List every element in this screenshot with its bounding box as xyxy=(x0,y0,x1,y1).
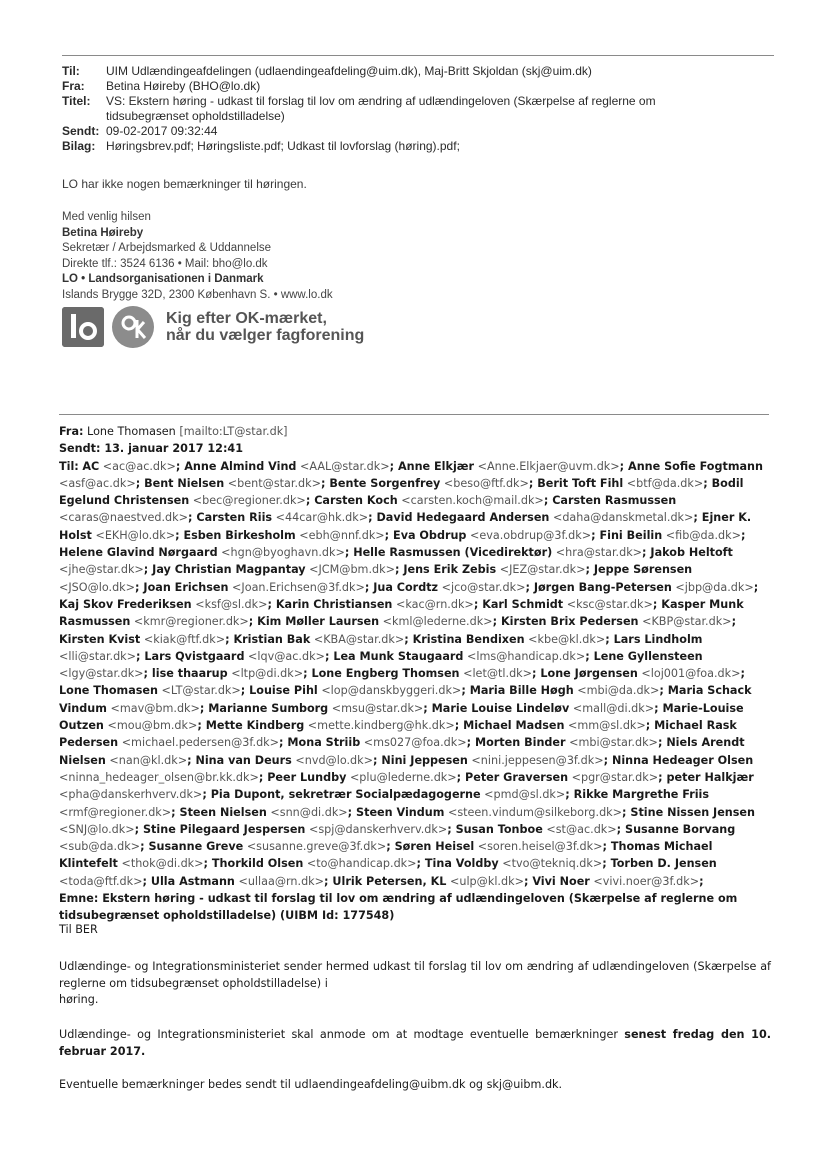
recipient-name: Lone Jørgensen xyxy=(540,667,638,681)
recipient-name: Kasper Munk Rasmussen xyxy=(59,597,744,629)
recipient-email: <mbi@da.dk> xyxy=(577,684,660,698)
recipient-email: <ebh@nnf.dk> xyxy=(299,528,385,542)
recipient-name: Peter Graversen xyxy=(465,770,569,784)
recipient-email: <susanne.greve@3f.dk> xyxy=(246,840,387,854)
recipient-email: <pmd@sl.dk> xyxy=(484,788,566,802)
fwd-from-value: Lone Thomasen xyxy=(87,425,176,438)
recipient-name: Bodil Egelund Christensen xyxy=(59,476,744,508)
recipient: Vivi Noer <vivi.noer@3f.dk>; xyxy=(532,874,704,888)
recipient: Steen Vindum <steen.vindum@silkeborg.dk>; xyxy=(356,805,631,819)
recipient: Anne Almind Vind <AAL@star.dk>; xyxy=(184,459,398,473)
recipient-name: Ulla Astmann xyxy=(150,874,235,888)
recipient: Helle Rasmussen (Vicedirektør) <hra@star.dk>; xyxy=(353,546,651,560)
recipient-email: <pgr@star.dk> xyxy=(571,770,659,784)
fwd-sent-value: 13. januar 2017 12:41 xyxy=(104,442,243,456)
recipient: Karin Christiansen <kac@rn.dk>; xyxy=(275,597,483,611)
fwd-to-block xyxy=(59,458,771,890)
recipient: Jakob Heltoft <jhe@star.dk>; xyxy=(59,546,733,577)
recipient-name: Niels Arendt Nielsen xyxy=(59,736,745,767)
recipient: Michael Rask Pedersen <michael.pedersen@3f.dk>; xyxy=(59,719,737,750)
recipient-name: Søren Heisel xyxy=(394,840,475,854)
recipient-name: Susanne Greve xyxy=(148,840,244,854)
recipient-name: Michael Madsen xyxy=(463,719,565,733)
recipient: Mette Kindberg <mette.kindberg@hk.dk>; xyxy=(205,719,464,733)
recipient-email: <ninna_hedeager_olsen@br.kk.dk> xyxy=(59,770,259,784)
recipient: Fini Beilin <fib@da.dk>; xyxy=(599,528,746,542)
recipient: Kirsten Kvist <kiak@ftf.dk>; xyxy=(59,632,234,646)
recipient: Thorkild Olsen <to@handicap.dk>; xyxy=(211,857,425,871)
recipient-email: <snn@di.dk> xyxy=(270,805,348,819)
recipient-name: Michael Rask Pedersen xyxy=(59,719,737,750)
recipient: Nini Jeppesen <nini.jeppesen@3f.dk>; xyxy=(381,753,612,767)
recipient: AC <ac@ac.dk>; xyxy=(82,459,185,473)
recipient-email: <lqv@ac.dk> xyxy=(248,649,325,663)
ok-logo xyxy=(112,306,154,348)
recipient: David Hedegaard Andersen <daha@danskmetal.dk>; xyxy=(376,511,702,525)
recipient-email: <mav@bm.dk> xyxy=(110,701,200,715)
recipient-email: <fib@da.dk> xyxy=(665,528,741,542)
recipient: Peer Lundby <plu@lederne.dk>; xyxy=(267,770,466,784)
recipient-email: <jhe@star.dk> xyxy=(59,563,144,577)
recipient-email: <mou@bm.dk> xyxy=(107,719,198,733)
recipient-name: AC xyxy=(82,459,100,473)
email-header-1 xyxy=(62,64,762,154)
recipient-name: Joan Erichsen xyxy=(143,580,229,594)
recipient-email: <kiak@ftf.dk> xyxy=(143,632,226,646)
fwd-subject-label: Emne: xyxy=(59,892,99,906)
recipient: Mona Striib <ms027@foa.dk>; xyxy=(287,736,475,750)
recipient: Lone Thomasen <LT@star.dk>; xyxy=(59,684,250,698)
attachments-row xyxy=(62,139,762,154)
recipient: Ulrik Petersen, KL <ulp@kl.dk>; xyxy=(332,874,533,888)
recipient-email: <KBP@star.dk> xyxy=(642,615,732,629)
recipient: Nina van Deurs <nvd@lo.dk>; xyxy=(195,753,382,767)
recipient-name: Lea Munk Staugaard xyxy=(333,649,464,663)
recipient: lise thaarup <ltp@di.dk>; xyxy=(151,667,312,681)
recipient-email: <nvd@lo.dk> xyxy=(295,753,374,767)
recipient-name: Kristina Bendixen xyxy=(412,632,525,646)
recipient: Lone Jørgensen <loj001@foa.dk>; xyxy=(540,667,745,681)
recipient-email: <beso@ftf.dk> xyxy=(443,476,529,490)
lo-message: LO har ikke nogen bemærkninger til høringen. xyxy=(62,177,307,191)
recipient-name: Maria Bille Høgh xyxy=(469,684,574,698)
recipient-email: <jco@star.dk> xyxy=(441,580,526,594)
recipient-name: Marianne Sumborg xyxy=(208,701,329,715)
recipient-name: Eva Obdrup xyxy=(393,528,467,542)
recipient-email: <st@ac.dk> xyxy=(546,822,617,836)
recipient-name: Karin Christiansen xyxy=(275,597,393,611)
recipient: Stine Nissen Jensen <SNJ@lo.dk>; xyxy=(59,805,755,836)
recipient-name: Kirsten Kvist xyxy=(59,632,141,646)
recipient-name: Anne Almind Vind xyxy=(184,459,297,473)
recipient-name: Lone Engberg Thomsen xyxy=(311,667,460,681)
recipient-email: <msu@star.dk> xyxy=(331,701,424,715)
recipient-name: Esben Birkesholm xyxy=(183,528,296,542)
recipient-name: Jens Erik Zebis xyxy=(403,563,497,577)
recipient: Esben Birkesholm <ebh@nnf.dk>; xyxy=(183,528,394,542)
recipient-email: <tvo@tekniq.dk> xyxy=(502,857,603,871)
recipient-email: <ac@ac.dk> xyxy=(102,459,176,473)
recipient-email: <loj001@foa.dk> xyxy=(641,667,741,681)
recipient-name: Marie-Louise Outzen xyxy=(59,701,744,733)
recipient-email: <asf@ac.dk> xyxy=(59,476,136,490)
recipient-name: Jeppe Sørensen xyxy=(593,563,693,577)
recipient-email: <ulp@kl.dk> xyxy=(449,874,524,888)
recipient: Kristina Bendixen <kbe@kl.dk>; xyxy=(412,632,614,646)
recipient-name: Nini Jeppesen xyxy=(381,753,468,767)
sig-name: Betina Høireby xyxy=(62,226,144,239)
recipient: Thomas Michael Klintefelt <thok@di.dk>; xyxy=(59,840,713,871)
fwd-subject-value: Ekstern høring - udkast til forslag til lov om ændring af udlændingeloven (Skærpelse af reglerne om tidsubegrænset opholdstilladelse) (UIBM Id: 177548) xyxy=(59,892,738,923)
title-value: VS: Ekstern høring - udkast til forslag til lov om ændring af udlændingeloven (Skærpelse af reglerne om tidsubegrænset opholdstilladelse) xyxy=(106,94,656,123)
recipient-name: Marie Louise Lindeløv xyxy=(431,701,570,715)
recipient-name: Karl Schmidt xyxy=(482,597,564,611)
recipient-email: <kml@lederne.dk> xyxy=(382,615,493,629)
recipient-name: Mette Kindberg xyxy=(205,719,305,733)
recipient: Carsten Koch <carsten.koch@mail.dk>; xyxy=(314,494,553,508)
recipient-name: Fini Beilin xyxy=(599,528,663,542)
recipient-email: <JEZ@star.dk> xyxy=(499,563,586,577)
sig-role: Sekretær / Arbejdsmarked & Uddannelse xyxy=(62,242,272,254)
recipient-name: Vivi Noer xyxy=(532,874,590,888)
sig-greeting: Med venlig hilsen xyxy=(62,211,151,223)
recipient-email: <sub@da.dk> xyxy=(59,840,141,854)
salutation: Til BER xyxy=(59,923,98,936)
recipient-name: Carsten Koch xyxy=(314,494,398,508)
sent-label: Sendt: xyxy=(62,124,100,138)
para2-deadline: senest fredag den 10. februar 2017. xyxy=(59,1028,771,1058)
recipient-name: Thomas Michael Klintefelt xyxy=(59,840,713,871)
recipient-email: <steen.vindum@silkeborg.dk> xyxy=(447,805,623,819)
recipient-name: Thorkild Olsen xyxy=(211,857,304,871)
recipient: Kristian Bak <KBA@star.dk>; xyxy=(233,632,413,646)
recipient-email: <soren.heisel@3f.dk> xyxy=(477,840,603,854)
recipient-email: <bent@star.dk> xyxy=(227,476,321,490)
recipient-email: <carsten.koch@mail.dk> xyxy=(401,494,544,508)
to-value: UIM Udlændingeafdelingen (udlaendingeafdeling@uim.dk), Maj-Britt Skjoldan (skj@uim.dk) xyxy=(106,64,592,78)
lo-logo-graphic xyxy=(62,307,104,347)
recipient: Joan Erichsen <Joan.Erichsen@3f.dk>; xyxy=(143,580,374,594)
fwd-from-label: Fra: xyxy=(59,425,84,438)
recipient: Marie-Louise Outzen <mou@bm.dk>; xyxy=(59,701,744,733)
recipient: Morten Binder <mbi@star.dk>; xyxy=(474,736,667,750)
lo-logo xyxy=(62,307,104,347)
recipient: Jua Cordtz <jco@star.dk>; xyxy=(373,580,534,594)
recipient: Tina Voldby <tvo@tekniq.dk>; xyxy=(424,857,611,871)
sig-address: Islands Brygge 32D, 2300 København S. • www.lo.dk xyxy=(62,288,333,301)
recipient-name: David Hedegaard Andersen xyxy=(376,511,550,525)
recipient: Jeppe Sørensen <JSO@lo.dk>; xyxy=(59,563,693,594)
ok-logo-graphic xyxy=(112,306,154,348)
to-row xyxy=(62,64,762,79)
attachments-value: Høringsbrev.pdf; Høringsliste.pdf; Udkast til lovforslag (høring).pdf; xyxy=(106,139,460,153)
body-paragraph-3: Eventuelle bemærkninger bedes sendt til udlaendingeafdeling@uibm.dk og skj@uibm.dk. xyxy=(59,1078,563,1091)
recipient-email: <mm@sl.dk> xyxy=(567,719,646,733)
recipient-name: Susanne Borvang xyxy=(625,822,736,836)
recipient-name: Anne Elkjær xyxy=(397,459,475,473)
fwd-sent-label: Sendt: xyxy=(59,442,101,456)
recipient: Michael Madsen <mm@sl.dk>; xyxy=(463,719,655,733)
recipient-name: Lars Lindholm xyxy=(613,632,703,646)
para1-end: høring. xyxy=(59,993,99,1006)
recipient-name: Helle Rasmussen (Vicedirektør) xyxy=(353,546,553,560)
recipient-email: <kac@rn.dk> xyxy=(395,597,474,611)
recipient-name: Jakob Heltoft xyxy=(650,546,733,560)
recipient-email: <lli@star.dk> xyxy=(59,649,137,663)
recipient: peter Halkjær <pha@danskerhverv.dk>; xyxy=(59,770,754,802)
recipient: Bente Sorgenfrey <beso@ftf.dk>; xyxy=(329,476,538,490)
recipient-name: Kristian Bak xyxy=(233,632,311,646)
recipient: Berit Toft Fihl <btf@da.dk>; xyxy=(537,476,712,490)
recipient-email: <hgn@byoghavn.dk> xyxy=(221,546,345,560)
signature-block xyxy=(62,210,562,303)
recipient-name: Ulrik Petersen, KL xyxy=(332,874,447,888)
recipient: Susanne Borvang <sub@da.dk>; xyxy=(59,822,736,854)
recipient-email: <mall@di.dk> xyxy=(572,701,655,715)
recipient-email: <JCM@bm.dk> xyxy=(309,563,395,577)
recipient: Kaj Skov Frederiksen <ksf@sl.dk>; xyxy=(59,597,276,611)
from-value: Betina Høireby (BHO@lo.dk) xyxy=(106,79,261,93)
recipient-name: Ejner K. Holst xyxy=(59,511,752,542)
recipient-name: Steen Vindum xyxy=(356,805,445,819)
recipient: Maria Bille Høgh <mbi@da.dk>; xyxy=(469,684,668,698)
recipient-email: <caras@naestved.dk> xyxy=(59,511,189,525)
recipient-name: Rikke Margrethe Friis xyxy=(573,788,710,802)
recipient: Peter Graversen <pgr@star.dk>; xyxy=(465,770,667,784)
recipient-name: lise thaarup xyxy=(151,667,228,681)
recipient: Bent Nielsen <bent@star.dk>; xyxy=(144,476,330,490)
from-row xyxy=(62,79,762,94)
recipient-email: <nini.jeppesen@3f.dk> xyxy=(471,753,604,767)
recipient-name: Morten Binder xyxy=(474,736,566,750)
recipient-name: Lars Qvistgaard xyxy=(144,649,245,663)
recipient: Karl Schmidt <ksc@star.dk>; xyxy=(482,597,662,611)
recipient-name: Jørgen Bang-Petersen xyxy=(533,580,672,594)
recipient-email: <jbp@da.dk> xyxy=(675,580,754,594)
recipient-name: Lene Gyllensteen xyxy=(593,649,703,663)
fwd-from-mail: [mailto:LT@star.dk] xyxy=(179,425,288,438)
attachments-label: Bilag: xyxy=(62,139,96,153)
recipient-name: Kirsten Brix Pedersen xyxy=(500,615,639,629)
sig-org: LO • Landsorganisationen i Danmark xyxy=(62,273,264,285)
recipient-email: <LT@star.dk> xyxy=(161,684,241,698)
recipient-email: <rmf@regioner.dk> xyxy=(59,805,172,819)
recipient: Pia Dupont, sekretrær Socialpædagogerne <pmd@sl.dk>; xyxy=(210,788,574,802)
recipient-name: Ninna Hedeager Olsen xyxy=(611,753,754,767)
recipient-email: <44car@hk.dk> xyxy=(275,511,369,525)
recipient: Marianne Sumborg <msu@star.dk>; xyxy=(208,701,432,715)
recipient-name: Berit Toft Fihl xyxy=(537,476,624,490)
recipient-name: Pia Dupont, sekretrær Socialpædagogerne xyxy=(210,788,481,802)
recipient: Lene Gyllensteen <lgy@star.dk>; xyxy=(59,649,703,681)
recipient-email: <ms027@foa.dk> xyxy=(363,736,467,750)
recipient: Eva Obdrup <eva.obdrup@3f.dk>; xyxy=(393,528,600,542)
recipient-name: Anne Sofie Fogtmann xyxy=(628,459,763,473)
slogan-line-1: Kig efter OK-mærket, xyxy=(166,310,327,327)
recipient: Bodil Egelund Christensen <bec@regioner.dk>; xyxy=(59,476,744,508)
recipient: Kim Møller Laursen <kml@lederne.dk>; xyxy=(257,615,501,629)
body-paragraph-2 xyxy=(59,1027,771,1060)
recipient-name: Nina van Deurs xyxy=(195,753,292,767)
recipient: Susan Tonboe <st@ac.dk>; xyxy=(455,822,626,836)
recipient: Rikke Margrethe Friis <rmf@regioner.dk>; xyxy=(59,788,710,819)
recipient-email: <ullaa@rn.dk> xyxy=(238,874,325,888)
forward-divider xyxy=(59,414,769,415)
recipient-email: <vivi.noer@3f.dk> xyxy=(593,874,700,888)
recipient: Kirsten Brix Pedersen <KBP@star.dk>; xyxy=(500,615,737,629)
recipient-email: <michael.pedersen@3f.dk> xyxy=(121,736,280,750)
recipient: Niels Arendt Nielsen <nan@kl.dk>; xyxy=(59,736,745,767)
recipient-name: Helene Glavind Nørgaard xyxy=(59,546,218,560)
recipient-email: <btf@da.dk> xyxy=(626,476,704,490)
recipient-name: Louise Pihl xyxy=(249,684,318,698)
recipient-name: Steen Nielsen xyxy=(179,805,267,819)
fwd-from-row xyxy=(59,423,771,440)
recipient-name: Peer Lundby xyxy=(267,770,347,784)
recipient-email: <bec@regioner.dk> xyxy=(192,494,306,508)
recipient: Søren Heisel <soren.heisel@3f.dk>; xyxy=(394,840,611,854)
ok-slogan xyxy=(166,310,364,344)
recipient: Ulla Astmann <ullaa@rn.dk>; xyxy=(150,874,333,888)
recipient-name: peter Halkjær xyxy=(666,770,754,784)
recipient-email: <nan@kl.dk> xyxy=(109,753,188,767)
recipient-email: <lms@handicap.dk> xyxy=(466,649,586,663)
recipient: Louise Pihl <lop@danskbyggeri.dk>; xyxy=(249,684,470,698)
recipient-name: Bent Nielsen xyxy=(144,476,225,490)
recipient-name: Stine Pilegaard Jespersen xyxy=(142,822,306,836)
para1-text: Udlændinge- og Integrationsministeriet sender hermed udkast til forslag til lov om ændring af udlændingeloven (Skærpelse af reglerne om tidsubegrænset opholdstilladelse) i xyxy=(59,960,771,990)
recipient: Ninna Hedeager Olsen <ninna_hedeager_olsen@br.kk.dk>; xyxy=(59,753,754,784)
recipient-email: <ksf@sl.dk> xyxy=(195,597,268,611)
fwd-subject-row xyxy=(59,890,771,925)
top-divider xyxy=(62,55,774,56)
recipient-email: <spj@danskerhverv.dk> xyxy=(308,822,448,836)
title-row xyxy=(62,94,762,124)
recipient-email: <JSO@lo.dk> xyxy=(59,580,136,594)
slogan-line-2: når du vælger fagforening xyxy=(166,327,365,344)
recipient-email: <kbe@kl.dk> xyxy=(528,632,606,646)
recipient-email: <lop@danskbyggeri.dk> xyxy=(321,684,462,698)
to-label: Til: xyxy=(62,64,80,78)
recipient-email: <eva.obdrup@3f.dk> xyxy=(470,528,592,542)
recipient-name: Susan Tonboe xyxy=(455,822,543,836)
recipient-name: Carsten Riis xyxy=(196,511,273,525)
recipient: Carsten Rasmussen <caras@naestved.dk>; xyxy=(59,494,677,525)
recipient: Anne Sofie Fogtmann <asf@ac.dk>; xyxy=(59,459,763,490)
recipient-name: Jay Christian Magpantay xyxy=(152,563,306,577)
recipient-name: Jua Cordtz xyxy=(373,580,439,594)
recipient: Jay Christian Magpantay <JCM@bm.dk>; xyxy=(152,563,404,577)
recipient-name: Mona Striib xyxy=(287,736,361,750)
recipient-email: <daha@danskmetal.dk> xyxy=(552,511,694,525)
recipient: Lea Munk Staugaard <lms@handicap.dk>; xyxy=(333,649,594,663)
recipient-email: <lgy@star.dk> xyxy=(59,667,144,681)
body-paragraph-1 xyxy=(59,959,771,1009)
recipient: Susanne Greve <susanne.greve@3f.dk>; xyxy=(148,840,395,854)
recipient-email: <hra@star.dk> xyxy=(555,546,643,560)
recipient: Anne Elkjær <Anne.Elkjaer@uvm.dk>; xyxy=(397,459,629,473)
recipient-email: <toda@ftf.dk> xyxy=(59,874,143,888)
fwd-to-label: Til: xyxy=(59,459,79,473)
recipient: Lone Engberg Thomsen <let@tl.dk>; xyxy=(311,667,541,681)
recipient-email: <thok@di.dk> xyxy=(121,857,204,871)
recipient: Carsten Riis <44car@hk.dk>; xyxy=(196,511,377,525)
recipient: Jørgen Bang-Petersen <jbp@da.dk>; xyxy=(533,580,759,594)
email-header-2 xyxy=(59,423,771,925)
recipient: Torben D. Jensen <toda@ftf.dk>; xyxy=(59,857,717,888)
recipient-list xyxy=(59,460,763,888)
recipient: Stine Pilegaard Jespersen <spj@danskerhverv.dk>; xyxy=(142,822,456,836)
recipient-email: <Joan.Erichsen@3f.dk> xyxy=(232,580,365,594)
from-label: Fra: xyxy=(62,79,85,93)
sig-contact: Direkte tlf.: 3524 6136 • Mail: bho@lo.dk xyxy=(62,257,268,270)
sent-row xyxy=(62,124,762,139)
recipient: Helene Glavind Nørgaard <hgn@byoghavn.dk>; xyxy=(59,546,354,560)
recipient-email: <mette.kindberg@hk.dk> xyxy=(307,719,455,733)
para2-text: Udlændinge- og Integrationsministeriet skal anmode om at modtage eventuelle bemærkninger xyxy=(59,1028,618,1041)
recipient-name: Carsten Rasmussen xyxy=(552,494,677,508)
recipient-name: Bente Sorgenfrey xyxy=(329,476,441,490)
recipient: Maria Schack Vindum <mav@bm.dk>; xyxy=(59,684,752,715)
recipient: Lars Qvistgaard <lqv@ac.dk>; xyxy=(144,649,334,663)
recipient-email: <SNJ@lo.dk> xyxy=(59,822,135,836)
recipient-email: <ksc@star.dk> xyxy=(566,597,653,611)
recipient: Marie Louise Lindeløv <mall@di.dk>; xyxy=(431,701,663,715)
recipient-email: <pha@danskerhverv.dk> xyxy=(59,788,203,802)
recipient-email: <let@tl.dk> xyxy=(463,667,533,681)
recipient-email: <Anne.Elkjaer@uvm.dk> xyxy=(477,459,620,473)
recipient-name: Kim Møller Laursen xyxy=(257,615,380,629)
recipient: Kasper Munk Rasmussen <kmr@regioner.dk>; xyxy=(59,597,744,629)
fwd-sent-row xyxy=(59,440,771,457)
title-label: Titel: xyxy=(62,94,91,108)
recipient-name: Lone Thomasen xyxy=(59,684,158,698)
recipient-email: <mbi@star.dk> xyxy=(569,736,658,750)
recipient-email: <KBA@star.dk> xyxy=(313,632,405,646)
recipient-email: <EKH@lo.dk> xyxy=(95,528,176,542)
recipient-email: <to@handicap.dk> xyxy=(306,857,417,871)
recipient-name: Kaj Skov Frederiksen xyxy=(59,597,192,611)
recipient: Lars Lindholm <lli@star.dk>; xyxy=(59,632,703,663)
recipient-email: <AAL@star.dk> xyxy=(300,459,390,473)
recipient-name: Stine Nissen Jensen xyxy=(630,805,755,819)
recipient: Jens Erik Zebis <JEZ@star.dk>; xyxy=(403,563,594,577)
logo-row xyxy=(62,304,364,350)
recipient: Steen Nielsen <snn@di.dk>; xyxy=(179,805,357,819)
recipient-name: Tina Voldby xyxy=(424,857,499,871)
recipient-email: <ltp@di.dk> xyxy=(231,667,304,681)
recipient-email: <kmr@regioner.dk> xyxy=(133,615,249,629)
recipient-name: Torben D. Jensen xyxy=(610,857,717,871)
recipient-email: <plu@lederne.dk> xyxy=(349,770,457,784)
recipient-name: Maria Schack Vindum xyxy=(59,684,752,715)
recipient: Ejner K. Holst <EKH@lo.dk>; xyxy=(59,511,752,542)
sent-value: 09-02-2017 09:32:44 xyxy=(106,124,218,138)
